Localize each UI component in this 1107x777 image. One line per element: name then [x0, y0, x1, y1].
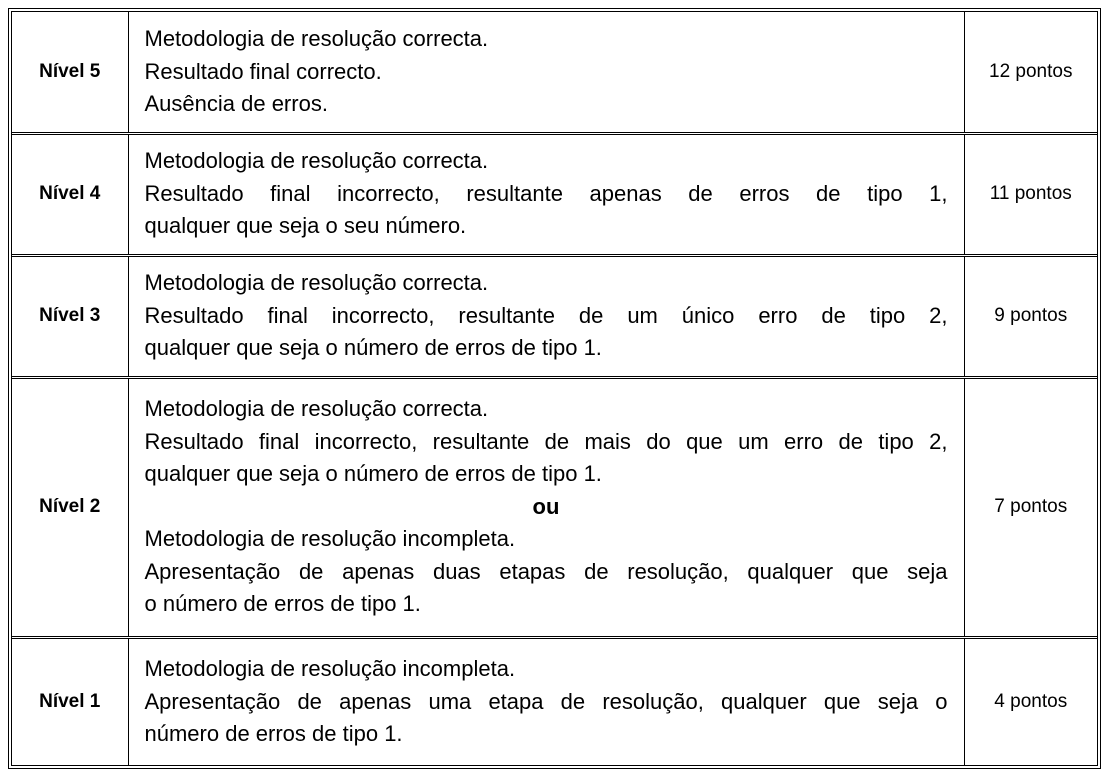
criteria-row-level-2	[12, 377, 1097, 637]
level-description	[128, 12, 964, 133]
description-line: Metodologia de resolução correcta.	[144, 148, 489, 174]
criteria-row-level-3	[12, 255, 1097, 377]
description-line: número de erros de tipo 1.	[144, 721, 403, 746]
description-line: Metodologia de resolução incompleta.	[144, 526, 516, 552]
level-label: Nível 1	[12, 637, 128, 765]
level-points: 9 pontos	[964, 255, 1097, 377]
level-points: 12 pontos	[964, 12, 1097, 133]
description-line: Metodologia de resolução correcta.	[144, 396, 489, 422]
description-line: Metodologia de resolução correcta.	[144, 26, 489, 51]
description-line: Metodologia de resolução incompleta.	[144, 656, 516, 681]
level-description	[128, 377, 964, 637]
level-points: 4 pontos	[964, 637, 1097, 765]
criteria-grid	[12, 12, 1097, 765]
description-line: qualquer que seja o número de erros de tipo 1.	[144, 461, 602, 487]
or-separator: ou	[532, 493, 560, 519]
level-label: Nível 5	[12, 12, 128, 133]
level-label: Nível 2	[12, 377, 128, 637]
description-line: Ausência de erros.	[144, 91, 328, 116]
description-line: Resultado final incorrecto, resultante de um único erro de tipo 2,	[144, 302, 948, 328]
description-line: qualquer que seja o seu número.	[144, 213, 467, 239]
description-line: Metodologia de resolução correcta.	[144, 270, 489, 296]
level-description	[128, 637, 964, 765]
level-label: Nível 4	[12, 133, 128, 255]
scoring-criteria-table	[8, 8, 1101, 769]
criteria-row-level-1	[12, 637, 1097, 765]
level-points: 7 pontos	[964, 377, 1097, 637]
criteria-row-level-5	[12, 12, 1097, 133]
description-line: Apresentação de apenas duas etapas de resolução, qualquer que seja	[144, 558, 948, 584]
description-line: Resultado final correcto.	[144, 58, 382, 84]
level-description	[128, 255, 964, 377]
level-description	[128, 133, 964, 255]
level-points: 11 pontos	[964, 133, 1097, 255]
criteria-row-level-4	[12, 133, 1097, 255]
description-line: Resultado final incorrecto, resultante apenas de erros de tipo 1,	[144, 180, 948, 206]
level-label: Nível 3	[12, 255, 128, 377]
description-line: qualquer que seja o número de erros de tipo 1.	[144, 335, 602, 361]
description-line: Resultado final incorrecto, resultante de mais do que um erro de tipo 2,	[144, 428, 948, 454]
description-line: o número de erros de tipo 1.	[144, 591, 421, 617]
description-line: Apresentação de apenas uma etapa de resolução, qualquer que seja o	[144, 688, 948, 714]
